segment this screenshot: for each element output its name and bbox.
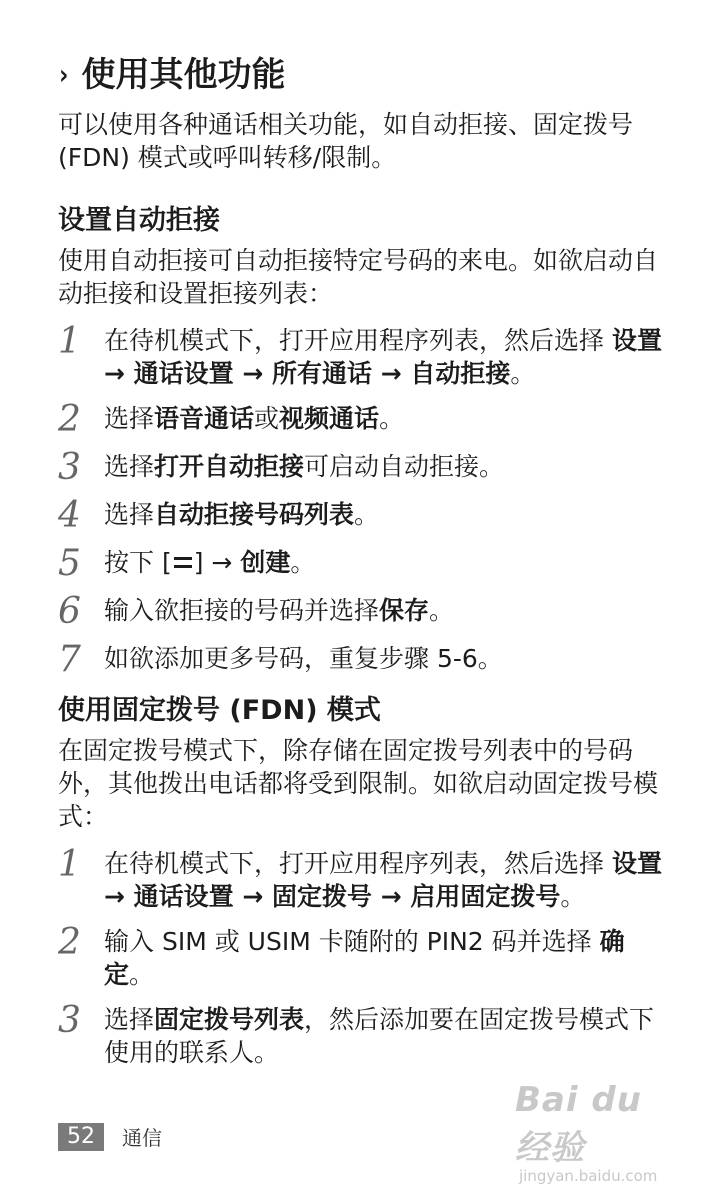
list-item <box>58 495 670 536</box>
step-text: 在待机模式下，打开应用程序列表，然后选择 <box>104 849 612 878</box>
list-item <box>58 639 670 680</box>
step-number: 3 <box>58 1000 81 1041</box>
step-text: 输入 SIM 或 USIM 卡随附的 PIN2 码并选择 <box>104 927 600 956</box>
step-number: 6 <box>58 591 81 632</box>
option-label: 保存 <box>379 596 430 625</box>
option-label: 固定拨号列表 <box>154 1005 305 1034</box>
step-text: 按下 [ <box>104 548 172 577</box>
baidu-watermark <box>515 1080 685 1185</box>
step-number: 3 <box>58 447 81 488</box>
menu-path: 设置 → 通话设置 → 固定拨号 → 启用固定拨号 <box>104 849 662 911</box>
page-title <box>58 52 670 98</box>
step-text: 。 <box>510 359 536 388</box>
step-text: 输入欲拒接的号码并选择 <box>104 596 380 625</box>
list-item <box>58 844 670 913</box>
watermark-brand: Bai du 经验 <box>515 1080 642 1168</box>
step-text: 。 <box>379 404 405 433</box>
step-text: 。 <box>354 500 380 529</box>
step-text: 选择 <box>104 404 155 433</box>
step-text: 。 <box>129 960 155 989</box>
step-number: 2 <box>58 399 81 440</box>
option-label: 打开自动拒接 <box>154 452 305 481</box>
step-text: 或 <box>254 404 280 433</box>
intro-paragraph: 可以使用各种通话相关功能，如自动拒接、固定拨号 (FDN) 模式或呼叫转移/限制。 <box>58 110 634 172</box>
step-text: 选择 <box>104 452 155 481</box>
list-item <box>58 321 670 390</box>
step-number: 4 <box>58 495 81 536</box>
page-number: 52 <box>58 1123 104 1151</box>
step-text: 。 <box>429 596 455 625</box>
list-item <box>58 1000 670 1069</box>
chevron-right-icon: › <box>59 58 69 91</box>
step-number: 2 <box>58 922 81 963</box>
option-label: 视频通话 <box>279 404 380 433</box>
page-title-text: 使用其他功能 <box>81 55 286 95</box>
step-number: 1 <box>58 844 81 885</box>
manual-page <box>58 52 670 1081</box>
section-description-auto-reject: 使用自动拒接可自动拒接特定号码的来电。如欲启动自动拒接和设置拒接列表： <box>58 246 659 308</box>
watermark-url: jingyan.baidu.com <box>519 1167 658 1185</box>
step-text: 。 <box>290 548 316 577</box>
step-text: 在待机模式下，打开应用程序列表，然后选择 <box>104 326 612 355</box>
section-title-auto-reject: 设置自动拒接 <box>58 205 220 236</box>
option-label: 确定 <box>104 927 625 989</box>
step-number: 7 <box>58 639 81 680</box>
list-item <box>58 543 670 584</box>
step-text: ] → <box>193 548 241 577</box>
step-number: 1 <box>58 321 81 362</box>
menu-key-icon <box>172 553 194 573</box>
option-label: 自动拒接号码列表 <box>154 500 355 529</box>
step-text: 选择 <box>104 500 155 529</box>
fdn-steps <box>58 844 670 1069</box>
auto-reject-steps <box>58 321 670 680</box>
step-text: 如欲添加更多号码，重复步骤 5-6。 <box>104 644 503 673</box>
step-text: 可启动自动拒接。 <box>304 452 505 481</box>
list-item <box>58 922 670 991</box>
list-item <box>58 447 670 488</box>
option-label: 创建 <box>240 548 291 577</box>
step-number: 5 <box>58 543 81 584</box>
page-footer <box>58 1122 162 1151</box>
section-title-fdn: 使用固定拨号 (FDN) 模式 <box>58 695 381 726</box>
section-description-fdn: 在固定拨号模式下，除存储在固定拨号列表中的号码外，其他拨出电话都将受到限制。如欲启动固定拨号模式： <box>58 736 659 831</box>
option-label: 语音通话 <box>154 404 255 433</box>
footer-section-name: 通信 <box>122 1126 162 1150</box>
step-text: 。 <box>560 882 586 911</box>
step-text: ，然后添加要在固定拨号模式下使用的联系人。 <box>104 1005 655 1067</box>
menu-path: 设置 → 通话设置 → 所有通话 → 自动拒接 <box>104 326 662 388</box>
list-item <box>58 591 670 632</box>
list-item <box>58 399 670 440</box>
step-text: 选择 <box>104 1005 155 1034</box>
